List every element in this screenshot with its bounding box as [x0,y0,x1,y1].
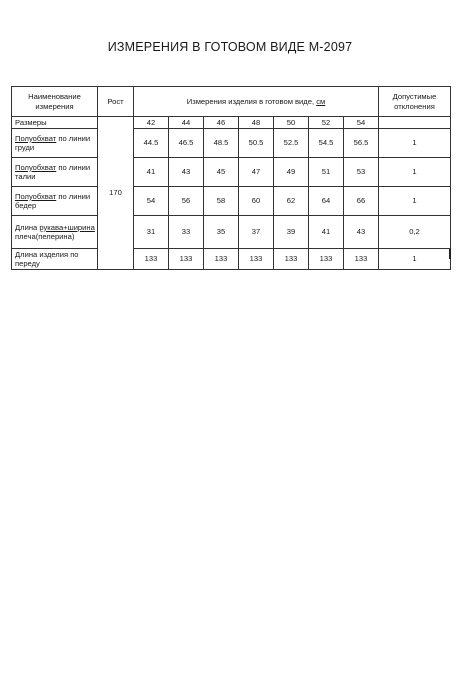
table-row [12,187,451,216]
value-cell: 66 [344,187,379,216]
tolerance-cell: 1 [379,129,451,158]
table-row [12,129,451,158]
row-label: Длина изделия по переду [12,249,98,270]
table-row [12,216,451,249]
value-cell: 133 [274,249,309,270]
row-label-part: Длина [15,222,40,232]
height-value: 170 [98,117,134,270]
row-label-part: по линии груди [15,133,91,152]
value-cell: 49 [274,158,309,187]
value-cell: 133 [169,249,204,270]
value-cell: 41 [134,158,169,187]
value-cell: 45 [204,158,239,187]
tolerance-cell: 1 [379,158,451,187]
header-measurements [134,87,379,117]
row-label-part: по линии бедер [15,191,91,210]
value-cell: 31 [134,216,169,249]
value-cell: 47 [239,158,274,187]
value-cell: 37 [239,216,274,249]
value-cell: 48.5 [204,129,239,158]
value-cell: 39 [274,216,309,249]
value-cell: 50.5 [239,129,274,158]
tolerance-cell: 1 [379,187,451,216]
tolerance-cell: 1 [379,249,451,270]
size-empty [379,117,451,129]
size-cell: 54 [344,117,379,129]
row-label [12,216,98,249]
row-label [12,129,98,158]
value-cell: 54.5 [309,129,344,158]
header-height: Рост [98,87,134,117]
sizes-label: Размеры [12,117,98,129]
measurements-table [11,86,451,270]
size-cell: 42 [134,117,169,129]
value-cell: 44.5 [134,129,169,158]
sizes-row [12,117,451,129]
row-label-part: Полуобхват [15,191,57,201]
value-cell: 46.5 [169,129,204,158]
value-cell: 51 [309,158,344,187]
page-marker [449,249,451,259]
value-cell: 58 [204,187,239,216]
header-name: Наименование измерения [12,87,98,117]
size-cell: 52 [309,117,344,129]
value-cell: 43 [344,216,379,249]
size-cell: 48 [239,117,274,129]
value-cell: 62 [274,187,309,216]
value-cell: 56 [169,187,204,216]
header-row [12,87,451,117]
value-cell: 64 [309,187,344,216]
row-label [12,158,98,187]
table-row [12,249,451,270]
value-cell: 52.5 [274,129,309,158]
value-cell: 35 [204,216,239,249]
value-cell: 43 [169,158,204,187]
size-cell: 50 [274,117,309,129]
value-cell: 53 [344,158,379,187]
value-cell: 133 [309,249,344,270]
row-label-part: Полуобхват [15,162,57,172]
row-label [12,187,98,216]
value-cell: 33 [169,216,204,249]
header-measurements-text: Измерения изделия в готовом виде, [186,96,317,106]
table-row [12,158,451,187]
header-tolerance: Допустимые отклонения [379,87,451,117]
value-cell: 133 [204,249,239,270]
header-unit: см [316,96,326,106]
row-label-part: по линии талии [15,162,91,181]
value-cell: 60 [239,187,274,216]
value-cell: 133 [344,249,379,270]
row-label-part: рукава+ширина [39,222,95,232]
tolerance-cell: 0,2 [379,216,451,249]
value-cell: 41 [309,216,344,249]
page-title: ИЗМЕРЕНИЯ В ГОТОВОМ ВИДЕ М-2097 [107,40,353,54]
value-cell: 54 [134,187,169,216]
value-cell: 133 [239,249,274,270]
row-label-part: плеча(пелерина) [15,232,75,241]
size-cell: 46 [204,117,239,129]
size-cell: 44 [169,117,204,129]
row-label-part: Полуобхват [15,133,57,143]
value-cell: 56.5 [344,129,379,158]
value-cell: 133 [134,249,169,270]
